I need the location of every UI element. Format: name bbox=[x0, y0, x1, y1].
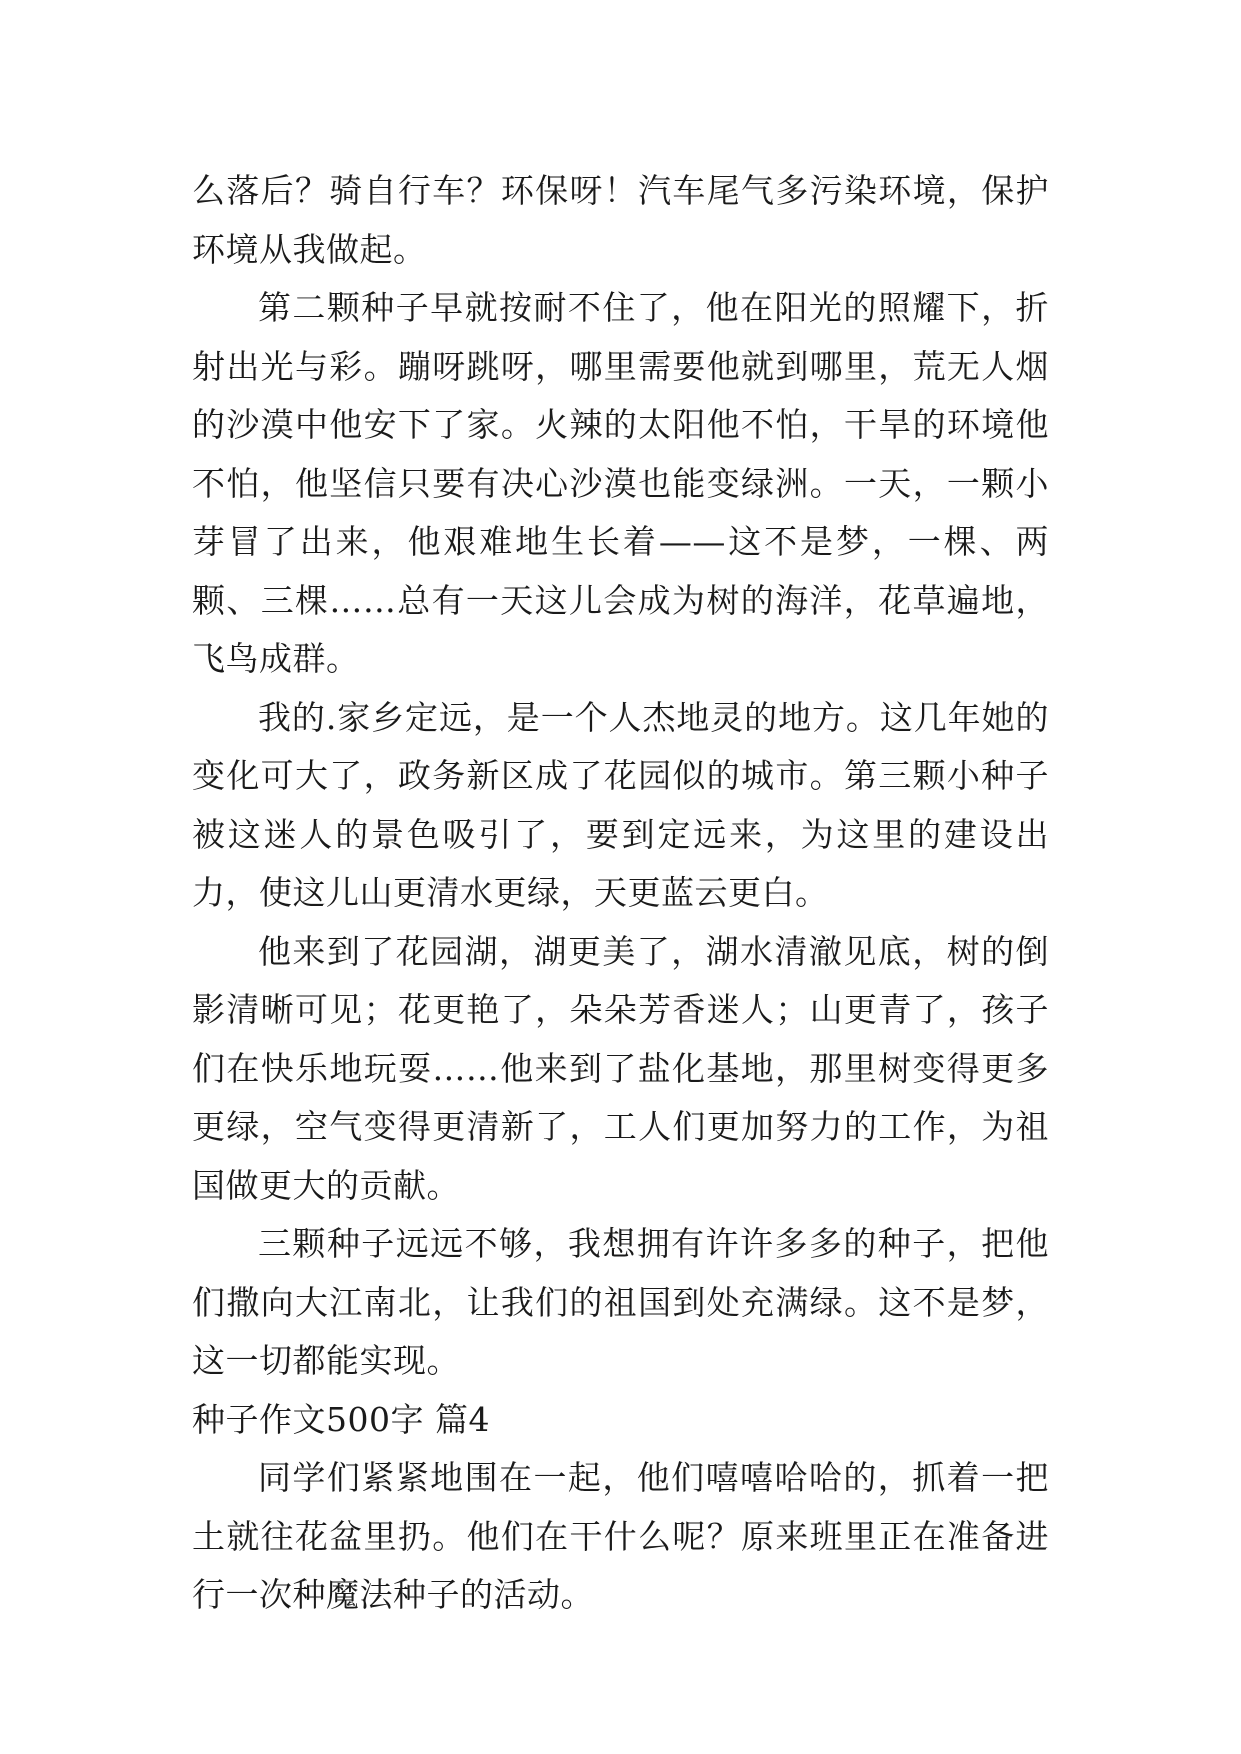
paragraph-3: 我的.家乡定远，是一个人杰地灵的地方。这几年她的变化可大了，政务新区成了花园似的城市。第三颗小种子被这迷人的景色吸引了，要到定远来，为这里的建设出力，使这儿山更清水更绿，天更蓝云更白。 bbox=[192, 697, 1049, 912]
document-body bbox=[192, 162, 1049, 1625]
paragraph-1: 么落后？骑自行车？环保呀！汽车尾气多污染环境，保护环境从我做起。 bbox=[192, 171, 1049, 269]
paragraph-5: 三颗种子远远不够，我想拥有许许多多的种子，把他们撒向大江南北，让我们的祖国到处充满绿。这不是梦，这一切都能实现。 bbox=[192, 1224, 1049, 1380]
section-heading: 种子作文500字 篇4 bbox=[192, 1399, 490, 1439]
paragraph-6: 同学们紧紧地围在一起，他们嘻嘻哈哈的，抓着一把土就往花盆里扔。他们在干什么呢？原来班里正在准备进行一次种魔法种子的活动。 bbox=[192, 1458, 1049, 1614]
paragraph-2: 第二颗种子早就按耐不住了，他在阳光的照耀下，折射出光与彩。蹦呀跳呀，哪里需要他就到哪里，荒无人烟的沙漠中他安下了家。火辣的太阳他不怕，干旱的环境他不怕，他坚信只要有决心沙漠也能变绿洲。一天，一颗小芽冒了出来，他艰难地生长着——这不是梦，一棵、两颗、三棵……总有一天这儿会成为树的海洋，花草遍地，飞鸟成群。 bbox=[192, 288, 1049, 678]
paragraph-4: 他来到了花园湖，湖更美了，湖水清澈见底，树的倒影清晰可见；花更艳了，朵朵芳香迷人；山更青了，孩子们在快乐地玩耍……他来到了盐化基地，那里树变得更多更绿，空气变得更清新了，工人们更加努力的工作，为祖国做更大的贡献。 bbox=[192, 931, 1049, 1205]
